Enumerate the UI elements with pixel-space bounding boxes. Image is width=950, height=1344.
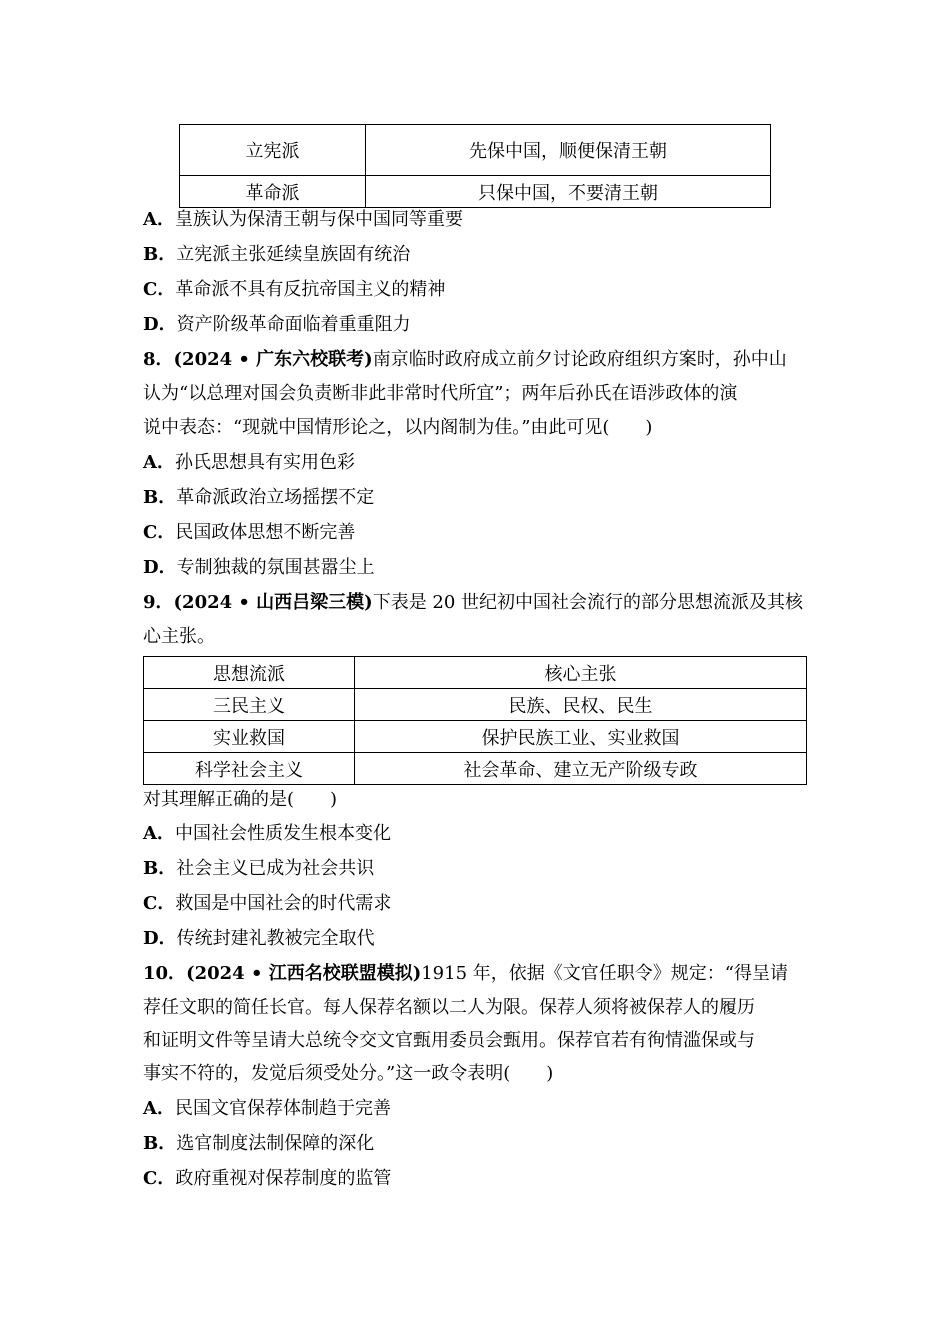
- table-row: [180, 125, 771, 176]
- table-row: [144, 721, 807, 753]
- q7-option-b: B．立宪派主张延续皇族固有统治: [143, 244, 411, 265]
- q8-option-c: C．民国政体思想不断完善: [143, 522, 356, 543]
- table-row: [144, 753, 807, 785]
- q8-stem-line-2: 认为“以总理对国会负责断非此非常时代所宜”；两年后孙氏在语涉政体的演: [143, 383, 738, 404]
- q9-question: 对其理解正确的是( ): [143, 789, 338, 810]
- q9-option-b: B．社会主义已成为社会共识: [143, 858, 375, 879]
- table-row: [180, 176, 771, 208]
- q7-option-c: C．革命派不具有反抗帝国主义的精神: [143, 279, 446, 300]
- question-source: (2024 • 山西吕梁三模): [173, 592, 373, 613]
- table-header-cell: 核心主张: [355, 657, 807, 689]
- q9-stem-line-2: 心主张。: [143, 626, 215, 647]
- table-cell: 先保中国，顺便保清王朝: [366, 125, 771, 176]
- table-cell: 社会革命、建立无产阶级专政: [355, 753, 807, 785]
- q10-option-b: B．选官制度法制保障的深化: [143, 1133, 375, 1154]
- q10-option-c: C．政府重视对保荐制度的监管: [143, 1168, 392, 1189]
- question-source: (2024 • 江西名校联盟模拟): [186, 963, 422, 984]
- q10-stem-line-3: 和证明文件等呈请大总统令交文官甄用委员会甄用。保荐官若有徇情滥保或与: [143, 1030, 755, 1051]
- q7-option-a: A．皇族认为保清王朝与保中国同等重要: [143, 209, 463, 230]
- q8-option-b: B．革命派政治立场摇摆不定: [143, 487, 375, 508]
- faction-table: [179, 124, 771, 208]
- table-header-row: [144, 657, 807, 689]
- thought-schools-table: [143, 656, 807, 785]
- table-cell: 三民主义: [144, 689, 355, 721]
- table-cell: 实业救国: [144, 721, 355, 753]
- q9-stem-line-1: 9．(2024 • 山西吕梁三模)下表是 20 世纪初中国社会流行的部分思想流派及其核: [143, 592, 804, 613]
- table-header-cell: 思想流派: [144, 657, 355, 689]
- table-row: [144, 689, 807, 721]
- question-number: 9．: [143, 592, 174, 613]
- question-number: 10．: [143, 963, 187, 984]
- table-cell: 民族、民权、民生: [355, 689, 807, 721]
- q9-option-d: D．传统封建礼教被完全取代: [143, 928, 375, 949]
- table-cell: 保护民族工业、实业救国: [355, 721, 807, 753]
- q8-stem-line-3: 说中表态：“现就中国情形论之，以内阁制为佳。”由此可见( ): [143, 417, 653, 438]
- q8-option-d: D．专制独裁的氛围甚嚣尘上: [143, 557, 375, 578]
- q7-option-d: D．资产阶级革命面临着重重阻力: [143, 314, 411, 335]
- table-cell: 立宪派: [180, 125, 366, 176]
- table-cell: 革命派: [180, 176, 366, 208]
- q10-stem-line-2: 荐任文职的简任长官。每人保荐名额以二人为限。保荐人须将被保荐人的履历: [143, 997, 755, 1018]
- q10-stem-line-1: 10．(2024 • 江西名校联盟模拟)1915 年，依据《文官任职令》规定：“得呈请: [143, 963, 788, 984]
- q10-stem-line-4: 事实不符的，发觉后须受处分。”这一政令表明( ): [143, 1063, 554, 1084]
- table-cell: 只保中国，不要清王朝: [366, 176, 771, 208]
- question-source: (2024 • 广东六校联考): [173, 349, 373, 370]
- q8-option-a: A．孙氏思想具有实用色彩: [143, 452, 355, 473]
- q9-option-c: C．救国是中国社会的时代需求: [143, 893, 392, 914]
- q8-stem-line-1: 8．(2024 • 广东六校联考)南京临时政府成立前夕讨论政府组织方案时，孙中山: [143, 349, 787, 370]
- question-number: 8．: [143, 349, 174, 370]
- q9-option-a: A．中国社会性质发生根本变化: [143, 823, 391, 844]
- q10-option-a: A．民国文官保荐体制趋于完善: [143, 1098, 391, 1119]
- table-cell: 科学社会主义: [144, 753, 355, 785]
